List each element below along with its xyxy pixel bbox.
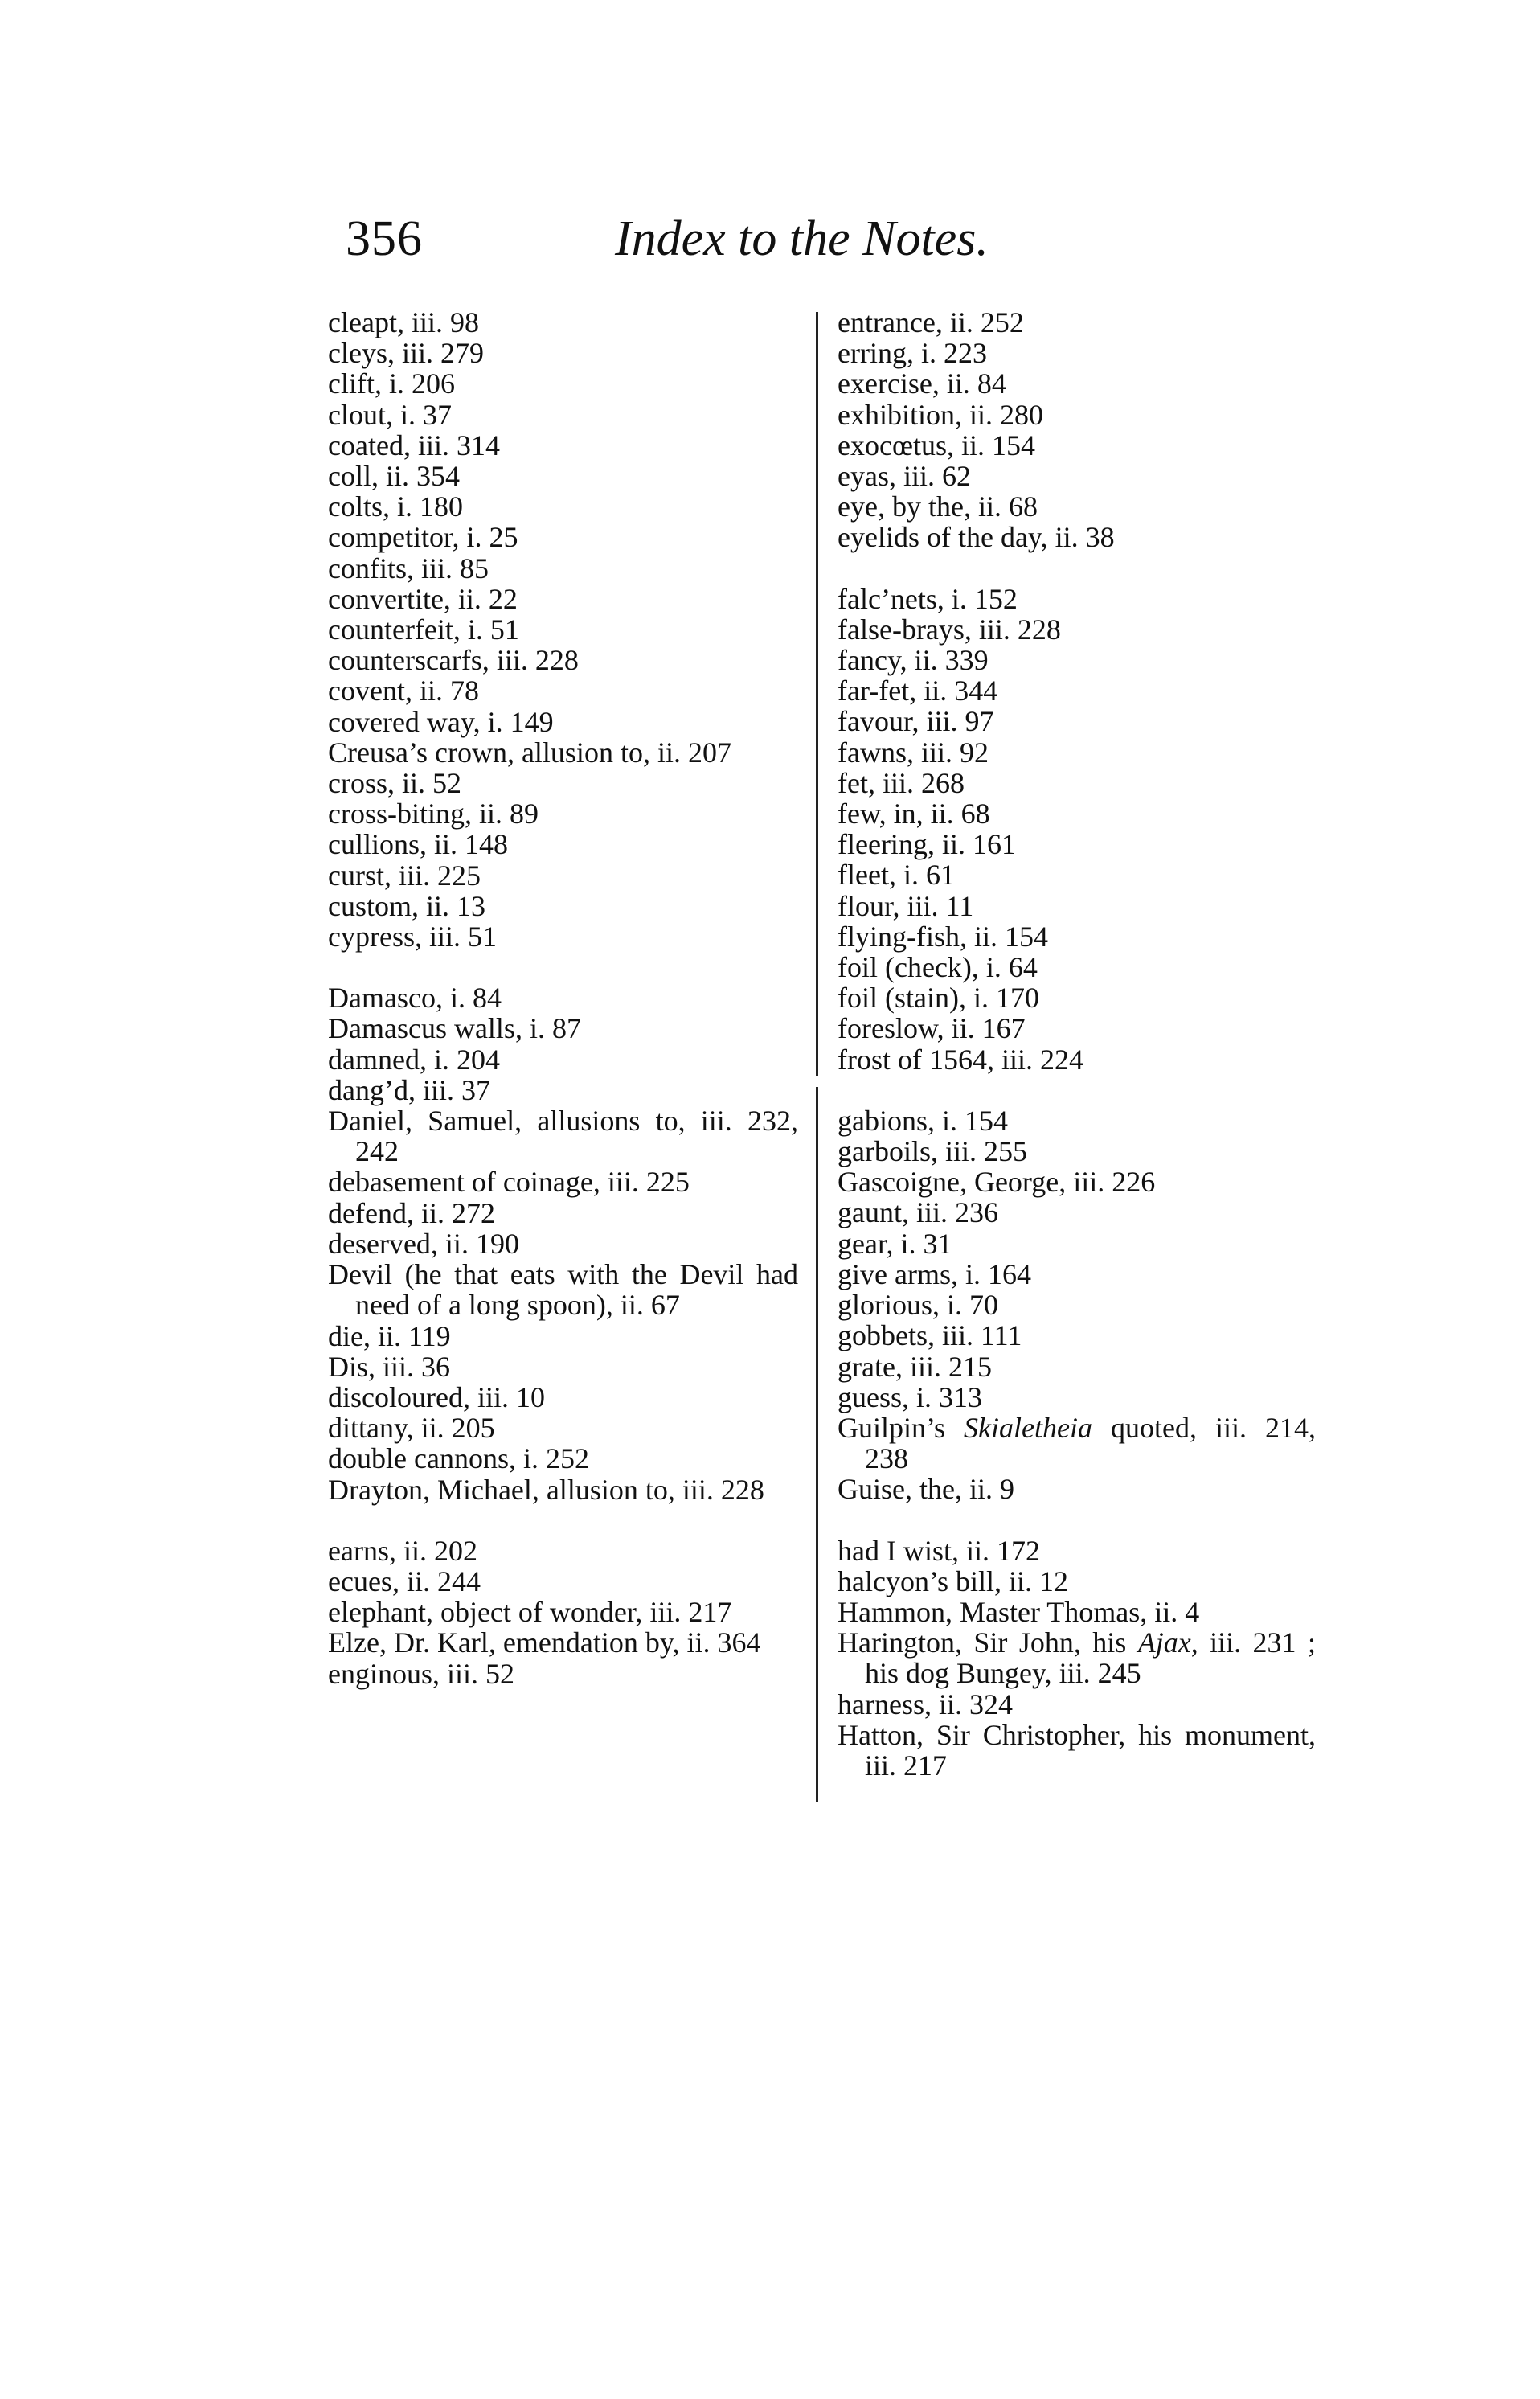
index-entry: Damascus walls, i. 87 [328,1012,581,1045]
index-entry: fleering, ii. 161 [838,828,1016,861]
index-entry: eyas, iii. 62 [838,460,971,493]
index-entry: damned, i. 204 [328,1043,500,1076]
index-entry: ecues, ii. 244 [328,1564,481,1597]
index-entry: erring, i. 223 [838,337,987,370]
index-entry: gear, i. 31 [838,1227,952,1260]
index-entry: elephant, object of wonder, iii. 217 [328,1596,732,1629]
index-entry: covered way, i. 149 [328,705,554,738]
index-entry: glorious, i. 70 [838,1289,999,1322]
index-entry: garboils, iii. 255 [838,1135,1027,1168]
index-right-column [838,307,1316,1781]
index-entry: flour, iii. 11 [838,889,974,922]
index-entry: Daniel, Samuel, allusions to, iii. 232, 242 [328,1105,798,1168]
entry-italic-title: Ajax [1137,1626,1191,1659]
index-entry: Dis, iii. 36 [328,1350,451,1383]
index-entry: had I wist, ii. 172 [838,1534,1040,1567]
group-spacer [838,1075,1316,1105]
index-entry: double cannons, i. 252 [328,1442,589,1475]
page-number: 356 [346,211,423,266]
index-group-g [838,1105,1316,1505]
index-left-column [328,307,798,1689]
entry-text: , iii. 231 ; his dog Bungey, iii. 245 [865,1626,1316,1690]
index-entry: clout, i. 37 [328,398,452,431]
column-rule-upper [816,312,818,1076]
group-spacer [328,1505,798,1536]
index-entry: fleet, i. 61 [838,859,955,892]
index-group-d [328,982,798,1504]
index-entry: exocœtus, ii. 154 [838,429,1035,461]
index-entry: fancy, ii. 339 [838,644,989,677]
column-rule-lower [816,1087,818,1802]
index-group-f [838,584,1316,1075]
entry-text: Guilpin’s [838,1411,965,1444]
index-entry: Drayton, Michael, allusion to, iii. 228 [328,1473,764,1506]
index-group-c [328,307,798,952]
index-entry: exercise, ii. 84 [838,367,1006,400]
index-entry: dang’d, iii. 37 [328,1073,490,1106]
index-entry: gabions, i. 154 [838,1104,1008,1137]
index-group-e [328,1536,798,1689]
index-entry: convertite, ii. 22 [328,582,518,615]
index-group-h [838,1536,1316,1782]
index-entry: foil (check), i. 64 [838,951,1038,984]
index-entry: clift, i. 206 [328,367,455,400]
index-entry: entrance, ii. 252 [838,306,1024,338]
group-spacer [328,952,798,982]
index-entry: eye, by the, ii. 68 [838,490,1038,523]
index-entry: Hatton, Sir Christopher, his monument, iii. 217 [838,1718,1316,1782]
index-entry: discoloured, iii. 10 [328,1380,545,1413]
index-entry: Guise, the, ii. 9 [838,1473,1014,1506]
index-entry: far-fet, ii. 344 [838,675,998,707]
index-entry: covent, ii. 78 [328,675,479,707]
index-entry: frost of 1564, iii. 224 [838,1043,1083,1076]
index-entry: Elze, Dr. Karl, emendation by, ii. 364 [328,1626,761,1659]
page-title: Index to the Notes. [615,211,989,266]
group-spacer [838,553,1316,584]
index-entry: colts, i. 180 [328,490,463,523]
index-entry: custom, ii. 13 [328,889,485,922]
index-entry: earns, ii. 202 [328,1534,477,1567]
index-entry: coated, iii. 314 [328,429,500,461]
index-entry: flying-fish, ii. 154 [838,920,1048,953]
index-entry: exhibition, ii. 280 [838,398,1043,431]
index-entry: gobbets, iii. 111 [838,1319,1022,1352]
index-entry: debasement of coinage, iii. 225 [328,1166,690,1199]
index-entry: favour, iii. 97 [838,705,994,738]
group-spacer [838,1505,1316,1536]
entry-text: Harington, Sir John, his [838,1626,1138,1659]
index-entry: fet, iii. 268 [838,766,965,799]
index-entry: foreslow, ii. 167 [838,1012,1026,1045]
index-entry: give arms, i. 164 [838,1257,1031,1290]
index-entry: enginous, iii. 52 [328,1657,514,1690]
index-entry: cross, ii. 52 [328,767,461,800]
index-entry: cypress, iii. 51 [328,921,497,953]
index-entry: die, ii. 119 [328,1319,451,1352]
index-entry-guilpin [838,1413,1316,1474]
entry-italic-title: Skialetheia [964,1411,1092,1444]
index-entry: gaunt, iii. 236 [838,1196,998,1229]
index-entry: defend, ii. 272 [328,1196,495,1229]
index-entry: falc’nets, i. 152 [838,582,1018,615]
index-entry: Devil (he that eats with the Devil had need of a long spoon), ii. 67 [328,1258,798,1322]
index-entry: cross-biting, ii. 89 [328,798,539,830]
index-entry-harington [838,1627,1316,1688]
index-entry: curst, iii. 225 [328,859,481,892]
index-entry: grate, iii. 215 [838,1350,992,1383]
index-entry: confits, iii. 85 [328,552,489,584]
index-entry: eyelids of the day, ii. 38 [838,521,1115,554]
index-entry: counterscarfs, iii. 228 [328,644,579,677]
index-entry: deserved, ii. 190 [328,1227,519,1260]
index-entry: Hammon, Master Thomas, ii. 4 [838,1595,1200,1628]
index-entry: false-brays, iii. 228 [838,613,1061,646]
index-entry: cleapt, iii. 98 [328,306,479,338]
index-group-e-cont [838,307,1316,553]
index-entry: competitor, i. 25 [328,521,518,554]
entry-text: quoted, iii. 214, 238 [865,1411,1316,1475]
index-entry: guess, i. 313 [838,1380,982,1413]
index-entry: halcyon’s bill, ii. 12 [838,1564,1068,1597]
index-entry: Gascoigne, George, iii. 226 [838,1166,1156,1199]
index-entry: cullions, ii. 148 [328,828,508,861]
index-entry: dittany, ii. 205 [328,1412,495,1445]
index-entry: fawns, iii. 92 [838,736,989,769]
index-entry: few, in, ii. 68 [838,798,990,830]
index-entry: Damasco, i. 84 [328,982,502,1015]
index-entry: harness, ii. 324 [838,1688,1013,1720]
index-entry: Creusa’s crown, allusion to, ii. 207 [328,736,731,769]
index-entry: counterfeit, i. 51 [328,613,519,646]
index-entry: cleys, iii. 279 [328,337,484,370]
index-entry: foil (stain), i. 170 [838,982,1039,1015]
index-entry: coll, ii. 354 [328,460,460,493]
